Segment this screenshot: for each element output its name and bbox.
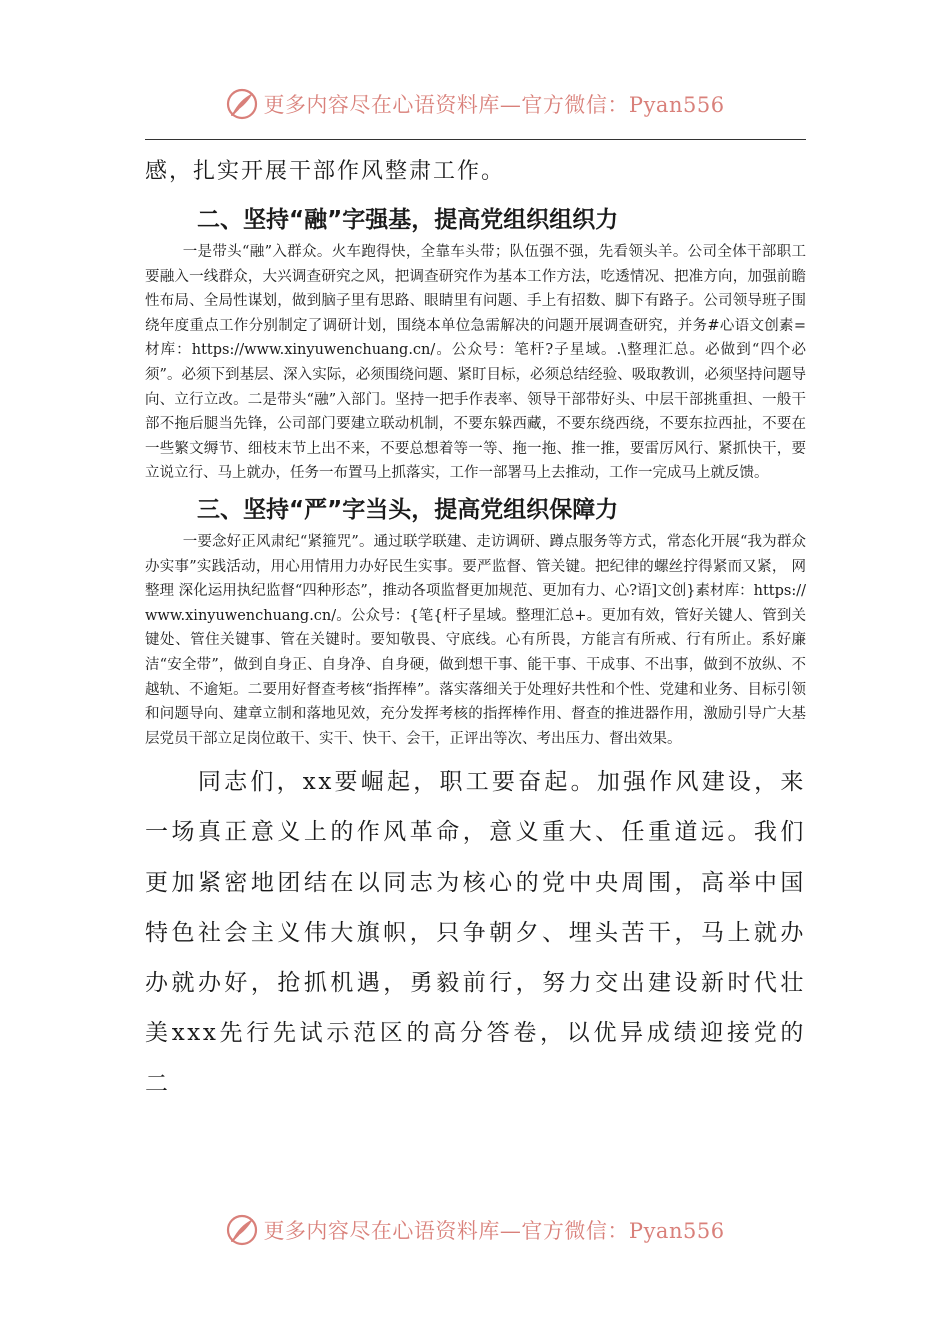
header-banner bbox=[0, 82, 950, 126]
quill-logo-icon bbox=[225, 87, 259, 121]
quill-logo-icon bbox=[225, 1213, 259, 1247]
section-3-body: 一要念好正风肃纪“紧箍咒”。通过联学联建、走访调研、蹲点服务等方式，常态化开展“我为群众办实事”实践活动，用心用情用力办好民生实事。要严监督、管关键。把纪律的螺丝拧得紧而又紧， 网整理 深化运用执纪监督“四种形态”，推动各项监督更加规范、更加有力、心?语]文创}素材库：https://www.xinyuwenchuang.cn/。公众号：{笔{杆子星域。整理汇总+。更加有效，管好关键人、管到关键处、管住关键事、管在关键时。要知敬畏、守底线。心有所畏，方能言有所戒、行有所止。系好廉洁“安全带”，做到自身正、自身净、自身硬，做到想干事、能干事、干成事、不出事，做到不放纵、不越轨、不逾矩。二要用好督查考核“指挥棒”。落实落细关于处理好共性和个性、党建和业务、目标引领和问题导向、建章立制和落地见效，充分发挥考核的指挥棒作用、督查的推进器作用，激励引导广大基层党员干部立足岗位敢干、实干、快干、会干，正评出等次、考出压力、督出效果。 bbox=[145, 533, 806, 747]
footer-banner-text: 更多内容尽在心语资料库—官方微信：Pyan556 bbox=[263, 1219, 725, 1243]
section-2-body: 一是带头“融”入群众。火车跑得快，全靠车头带；队伍强不强，先看领头羊。公司全体干部职工要融入一线群众，大兴调查研究之风，把调查研究作为基本工作方法，吃透情况、把准方向，加强前瞻性布局、全局性谋划，做到脑子里有思路、眼睛里有问题、手上有招数、脚下有路子。公司领导班子围绕年度重点工作分别制定了调研计划，围绕本单位急需解决的问题开展调查研究，并务#心语文创素=材库：https://www.xinyuwenchuang.cn/。公众号：笔杆?子星域。.\整理汇总。必做到“四个必须”。必须下到基层、深入实际，必须围绕问题、紧盯目标，必须总结经验、吸取教训，必须坚持问题导向、立行立改。二是带头“融”入部门。坚持一把手作表率、领导干部带好头、中层干部挑重担、一般干部不拖后腿当先锋，公司部门要建立联动机制，不要东躲西藏，不要东绕西绕，不要东拉西扯，不要在一些繁文缛节、细枝末节上出不来，不要总想着等一等、拖一拖、推一推，要雷厉风行、紧抓快干，要立说立行、马上就办，任务一布置马上抓落实，工作一部署马上去推动，工作一完成马上就反馈。 bbox=[145, 244, 806, 482]
footer-banner bbox=[0, 1208, 950, 1252]
closing-paragraph: 同志们，xx要崛起，职工要奋起。加强作风建设，来一场真正意义上的作风革命，意义重大、任重道远。我们更加紧密地团结在以同志为核心的党中央周围，高举中国特色社会主义伟大旗帜，只争朝夕、埋头苦干，马上就办办就办好，抢抓机遇，勇毅前行，努力交出建设新时代壮美xxx先行先试示范区的高分答卷，以优异成绩迎接党的二 bbox=[145, 769, 806, 1097]
section-2-heading: 二、坚持“融”字强基，提高党组织组织力 bbox=[197, 207, 619, 233]
header-divider bbox=[145, 139, 806, 140]
lead-line: 感，扎实开展干部作风整肃工作。 bbox=[145, 159, 506, 184]
document-body bbox=[145, 150, 806, 1109]
header-banner-text: 更多内容尽在心语资料库—官方微信：Pyan556 bbox=[263, 93, 725, 117]
section-3-heading: 三、坚持“严”字当头，提高党组织保障力 bbox=[197, 496, 619, 523]
